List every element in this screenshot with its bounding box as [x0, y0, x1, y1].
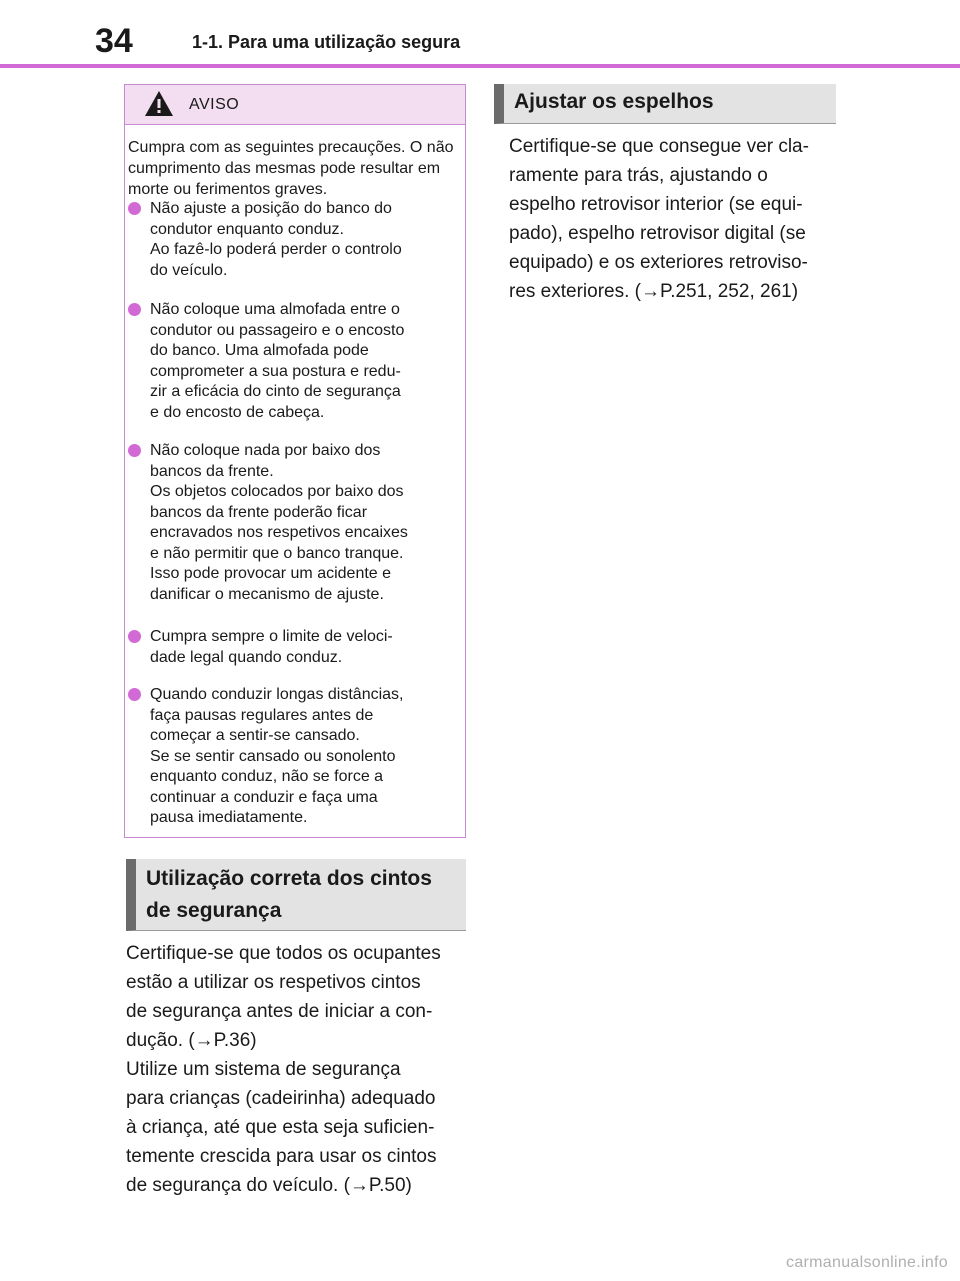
- warning-item-text: Não coloque uma almofada entre o condutor ou passageiro e o encosto do banco. Uma almofada pode comprometer a sua postura e redu- zir a eficácia do cinto de segurança e do encosto de cabeça.: [150, 301, 405, 421]
- warning-header: [125, 85, 465, 125]
- warning-item: [128, 300, 462, 423]
- warning-item-text: Quando conduzir longas distâncias, faça pausas regulares antes de começar a sentir-se cansado. Se se sentir cansado ou sonolento enquanto conduz, não se force a continuar a conduzir e faça uma pausa imediatamente.: [150, 686, 404, 826]
- warning-box: [124, 84, 466, 838]
- mirrors-heading-text: Ajustar os espelhos: [514, 90, 714, 113]
- seatbelts-paragraph-2: Utilize um sistema de segurança para crianças (cadeirinha) adequado à criança, até que esta seja suficien- temente crescida para usar os cintos de segurança do veículo. (→P.50): [126, 1059, 437, 1196]
- warning-title: AVISO: [189, 96, 240, 113]
- seatbelts-paragraph-1: Certifique-se que todos os ocupantes estão a utilizar os respetivos cintos de segurança antes de iniciar a con- dução. (→P.36): [126, 943, 441, 1051]
- bullet-icon: [128, 630, 141, 643]
- mirrors-paragraph: Certifique-se que consegue ver cla- ramente para trás, ajustando o espelho retrovisor interior (se equi- pado), espelho retrovisor digital (se equipado) e os exteriores retroviso- res exteriores. (→P.251, 252, 261): [509, 136, 809, 302]
- seatbelts-heading-text: Utilização correta dos cintos de segurança: [146, 867, 432, 922]
- seatbelts-heading: [126, 859, 466, 931]
- page-header: [0, 0, 960, 70]
- bullet-icon: [128, 444, 141, 457]
- bullet-icon: [128, 202, 141, 215]
- warning-item: [128, 441, 462, 605]
- warning-intro: Cumpra com as seguintes precauções. O não cumprimento das mesmas pode resultar em morte ou ferimentos graves.: [128, 139, 454, 198]
- header-divider: [0, 64, 960, 68]
- warning-item: [128, 199, 462, 281]
- watermark: carmanualsonline.info: [786, 1254, 948, 1271]
- bullet-icon: [128, 303, 141, 316]
- section-title: 1-1. Para uma utilização segura: [192, 32, 461, 52]
- warning-item-text: Não coloque nada por baixo dos bancos da frente. Os objetos colocados por baixo dos bancos da frente poderão ficar encravados nos respetivos encaixes e não permitir que o banco tranque. Isso pode provocar um acidente e danificar o mecanismo de ajuste.: [150, 442, 408, 603]
- warning-triangle-icon: [144, 89, 174, 119]
- mirrors-heading: [494, 84, 836, 124]
- bullet-icon: [128, 688, 141, 701]
- warning-item: [128, 685, 462, 829]
- warning-item-text: Cumpra sempre o limite de veloci- dade legal quando conduz.: [150, 628, 393, 666]
- warning-item-text: Não ajuste a posição do banco do condutor enquanto conduz. Ao fazê-lo poderá perder o controlo do veículo.: [150, 200, 402, 279]
- page-number: 34: [95, 22, 133, 60]
- warning-item: [128, 627, 462, 668]
